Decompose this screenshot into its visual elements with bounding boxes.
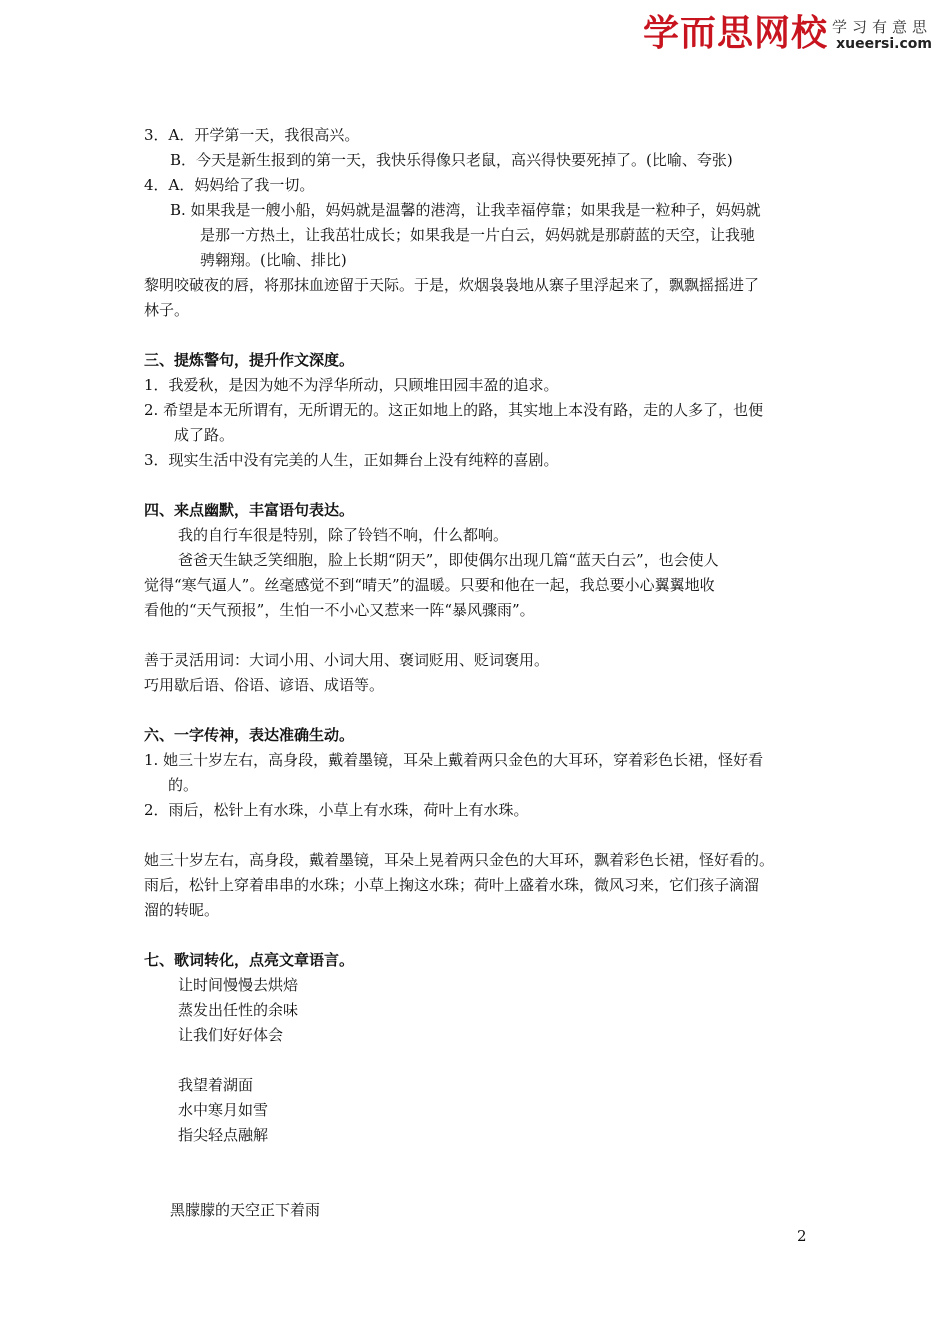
document-body: [144, 123, 844, 1223]
logo-url: xueersi.com: [836, 36, 932, 52]
lyric-line: 让时间慢慢去烘焙: [178, 976, 299, 994]
text-line: 的。: [168, 776, 199, 794]
text-line: 她三十岁左右，高身段，戴着墨镜，耳朵上晃着两只金色的大耳环，飘着彩色长裙，怪好看的。: [144, 851, 775, 869]
text-line: 是那一方热土，让我茁壮成长；如果我是一片白云，妈妈就是那蔚蓝的天空，让我驰: [200, 226, 756, 244]
lyric-line: 我望着湖面: [178, 1076, 254, 1094]
text-line: 成了路。: [174, 426, 235, 444]
text-line: 3．A．开学第一天，我很高兴。: [144, 126, 360, 144]
section-heading: 四、来点幽默，丰富语句表达。: [144, 501, 355, 519]
text-line: 雨后，松针上穿着串串的水珠；小草上掬这水珠；荷叶上盛着水珠，微风习来，它们孩子滴溜: [144, 876, 760, 894]
section-heading: 七、歌词转化，点亮文章语言。: [144, 951, 355, 969]
text-line: 4．A．妈妈给了我一切。: [144, 176, 315, 194]
lyric-line: 指尖轻点融解: [178, 1126, 269, 1144]
text-line: 善于灵活用词：大词小用、小词大用、褒词贬用、贬词褒用。: [144, 651, 550, 669]
text-line: 溜的转昵。: [144, 901, 220, 919]
text-line: 觉得“寒气逼人”。丝毫感觉不到“晴天”的温暖。只要和他在一起，我总要小心翼翼地收: [144, 576, 715, 594]
text-line: 黑朦朦的天空正下着雨: [170, 1201, 321, 1219]
text-line: 2. 希望是本无所谓有，无所谓无的。这正如地上的路，其实地上本没有路，走的人多了，也便: [144, 401, 764, 419]
text-line: 黎明咬破夜的唇，将那抹血迹留于天际。于是，炊烟袅袅地从寨子里浮起来了，飘飘摇摇进了: [144, 276, 760, 294]
lyric-line: 让我们好好体会: [178, 1026, 284, 1044]
text-line: B. 如果我是一艘小船，妈妈就是温馨的港湾，让我幸福停靠；如果我是一粒种子，妈妈就: [170, 201, 761, 219]
logo-text: 学而思网校: [642, 13, 828, 54]
text-line: 巧用歇后语、俗语、谚语、成语等。: [144, 676, 385, 694]
text-line: 2．雨后，松针上有水珠，小草上有水珠，荷叶上有水珠。: [144, 801, 529, 819]
text-line: B．今天是新生报到的第一天，我快乐得像只老鼠，高兴得快要死掉了。(比喻、夸张): [170, 151, 733, 169]
section-heading: 六、一字传神，表达准确生动。: [144, 726, 355, 744]
lyric-line: 水中寒月如雪: [178, 1101, 269, 1119]
section-heading: 三、提炼警句，提升作文深度。: [144, 351, 355, 369]
text-line: 看他的“天气预报”，生怕一不小心又惹来一阵“暴风骤雨”。: [144, 601, 535, 619]
page-number: 2: [797, 1227, 807, 1245]
logo-slogan: 学习有意思: [831, 18, 932, 36]
text-line: 1．我爱秋，是因为她不为浮华所动，只顾堆田园丰盈的追求。: [144, 376, 559, 394]
lyric-line: 蒸发出任性的余味: [178, 1001, 299, 1019]
text-line: 爸爸天生缺乏笑细胞，脸上长期“阴天”，即使偶尔出现几篇“蓝天白云”，也会使人: [178, 551, 719, 569]
text-line: 我的自行车很是特别，除了铃铛不响，什么都响。: [178, 526, 509, 544]
text-line: 林子。: [144, 301, 190, 319]
text-line: 3．现实生活中没有完美的人生，正如舞台上没有纯粹的喜剧。: [144, 451, 559, 469]
text-line: 1. 她三十岁左右，高身段，戴着墨镜，耳朵上戴着两只金色的大耳环，穿着彩色长裙，怪好看: [144, 751, 764, 769]
text-line: 骋翱翔。(比喻、排比): [200, 251, 347, 269]
